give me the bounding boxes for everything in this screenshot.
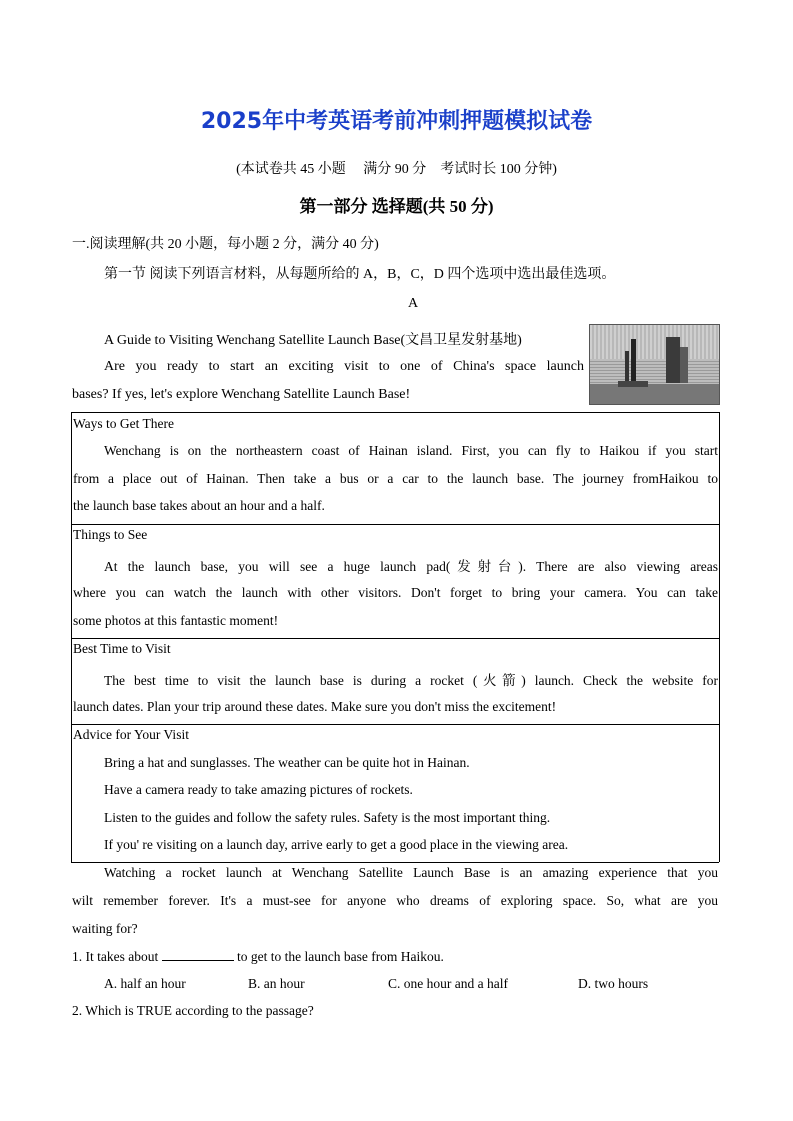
option-b[interactable]: B. an hour <box>248 976 305 991</box>
box-right-border <box>719 412 720 862</box>
question-1-stem: 1. It takes about <box>72 949 159 964</box>
passage-intro-line-2: bases? If yes, let's explore Wenchang Satellite Launch Base! <box>72 387 411 402</box>
things-heading: Things to See <box>73 527 148 542</box>
box-top-border <box>71 412 719 413</box>
best-time-line-1: The best time to visit the launch base is during a rocket (火箭) launch. Check the website for <box>104 673 718 688</box>
box-divider <box>71 638 719 639</box>
part-heading: 第一部分 选择题(共 50 分) <box>299 197 494 216</box>
question-1-stem-end: to get to the launch base from Haikou. <box>236 949 444 964</box>
passage-title: A Guide to Visiting Wenchang Satellite Launch Base(文昌卫星发射基地) <box>104 333 522 348</box>
option-c[interactable]: C. one hour and a half <box>388 976 508 991</box>
passage-intro-line-1: Are you ready to start an exciting visit to one of China's space launch <box>104 359 584 374</box>
exam-info: (本试卷共 45 小题 满分 90 分 考试时长 100 分钟) <box>236 162 557 177</box>
closing-line-3: waiting for? <box>72 921 138 936</box>
page-title: 2025年中考英语考前冲刺押题模拟试卷 <box>200 109 593 134</box>
ways-line-3: the launch base takes about an hour and a half. <box>73 498 325 513</box>
answer-blank[interactable] <box>162 948 234 961</box>
section-heading: 一.阅读理解(共 20 小题，每小题 2 分，满分 40 分) <box>72 237 379 252</box>
advice-item: Listen to the guides and follow the safety rules. Safety is the most important thing. <box>104 810 551 825</box>
question-2: 2. Which is TRUE according to the passage? <box>72 1003 314 1018</box>
box-left-border <box>71 412 72 862</box>
rocket-launch-photo <box>589 324 720 405</box>
best-time-heading: Best Time to Visit <box>73 641 171 656</box>
best-time-line-2: launch dates. Plan your trip around these dates. Make sure you don't miss the excitement! <box>73 699 557 714</box>
ways-heading: Ways to Get There <box>73 416 175 431</box>
things-line-3: some photos at this fantastic moment! <box>73 613 279 628</box>
advice-item: If you' re visiting on a launch day, arrive early to get a good place in the viewing area. <box>104 837 569 852</box>
option-a[interactable]: A. half an hour <box>104 976 186 991</box>
closing-line-1: Watching a rocket launch at Wenchang Satellite Launch Base is an amazing experience that you <box>104 865 718 880</box>
advice-item: Bring a hat and sunglasses. The weather can be quite hot in Hainan. <box>104 755 470 770</box>
things-line-2: where you can watch the launch with other visitors. Don't forget to bring your camera. You can take <box>73 585 718 600</box>
things-line-1: At the launch base, you will see a huge launch pad(发射台). There are also viewing areas <box>104 559 718 574</box>
passage-letter: A <box>407 296 419 311</box>
box-divider <box>71 724 719 725</box>
box-divider <box>71 524 719 525</box>
ways-line-2: from a place out of Hainan. Then take a bus or a car to the launch base. The journey fromHaikou to <box>73 471 718 486</box>
advice-item: Have a camera ready to take amazing pictures of rockets. <box>104 782 413 797</box>
section-instruction: 第一节 阅读下列语言材料，从每题所给的 A，B，C，D 四个选项中选出最佳选项。 <box>104 267 616 282</box>
closing-line-2: wilt remember forever. It's a must-see for anyone who dreams of exploring space. So, what are you <box>72 893 718 908</box>
question-1 <box>72 948 444 965</box>
box-bottom-border <box>71 862 719 863</box>
ways-line-1: Wenchang is on the northeastern coast of Hainan island. First, you can fly to Haikou if you start <box>104 443 718 458</box>
option-d[interactable]: D. two hours <box>578 976 649 991</box>
advice-heading: Advice for Your Visit <box>73 727 189 742</box>
